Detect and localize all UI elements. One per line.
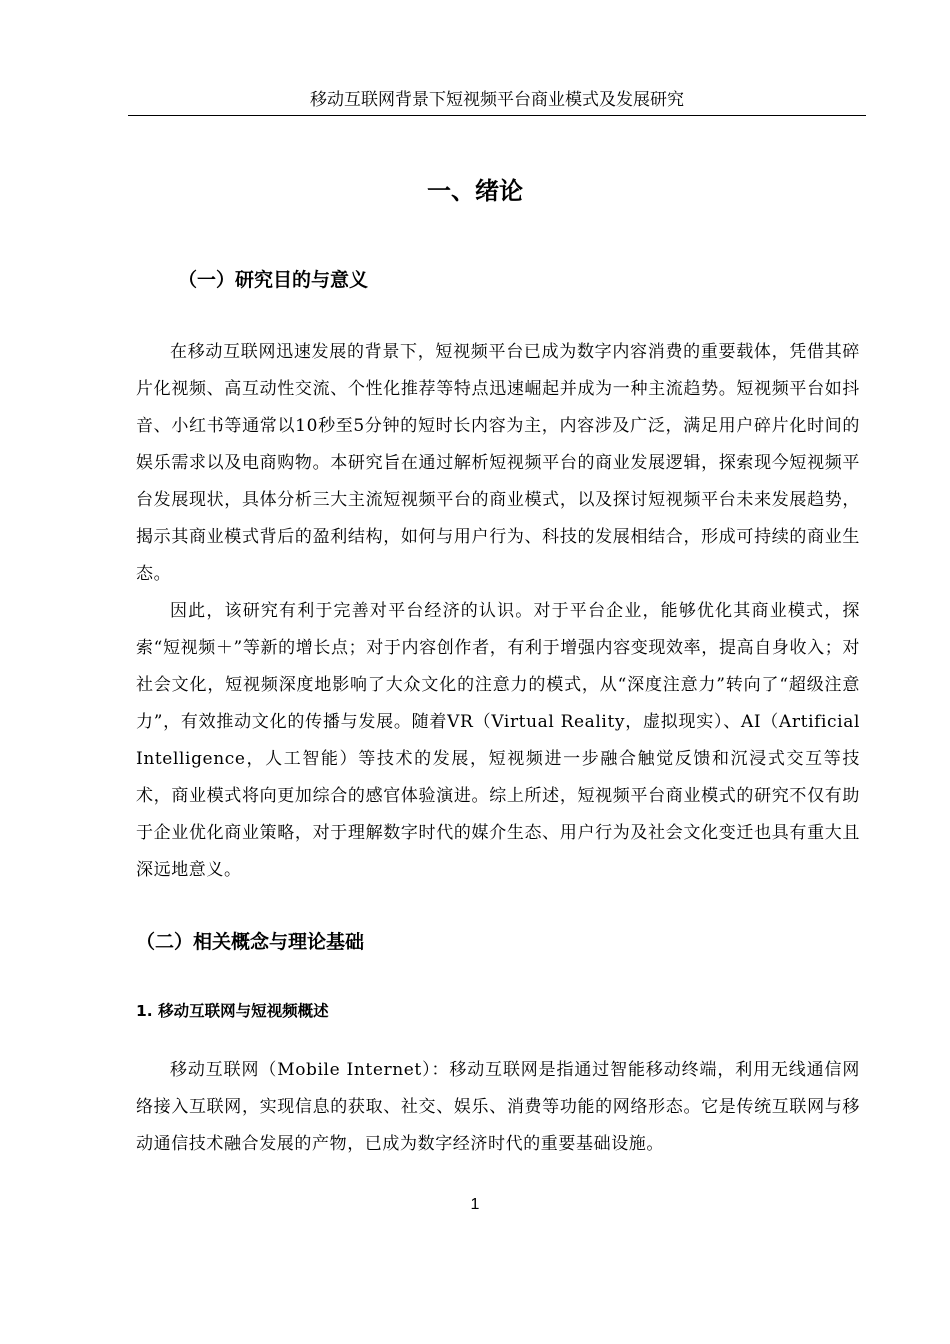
section-heading-purpose: （一）研究目的与意义 — [178, 269, 369, 291]
body-paragraph: 在移动互联网迅速发展的背景下，短视频平台已成为数字内容消费的重要载体，凭借其碎片化视频、高互动性交流、个性化推荐等特点迅速崛起并成为一种主流趋势。短视频平台如抖音、小红书等通常以10秒至5分钟的短时长内容为主，内容涉及广泛，满足用户碎片化时间的娱乐需求以及电商购物。本研究旨在通过解析短视频平台的商业发展逻辑，探索现今短视频平台发展现状，具体分析三大主流短视频平台的商业模式，以及探讨短视频平台未来发展趋势，揭示其商业模式背后的盈利结构，如何与用户行为、科技的发展相结合，形成可持续的商业生态。 — [136, 342, 860, 584]
body-paragraph: 因此，该研究有利于完善对平台经济的认识。对于平台企业，能够优化其商业模式，探索“短视频＋”等新的增长点；对于内容创作者，有利于增强内容变现效率，提高自身收入；对社会文化，短视频深度地影响了大众文化的注意力的模式，从“深度注意力”转向了“超级注意力”，有效推动文化的传播与发展。随着VR（Virtual Reality，虚拟现实）、AI（Artificial Intelligence，人工智能）等技术的发展，短视频进一步融合触觉反馈和沉浸式交互等技术，商业模式将向更加综合的感官体验演进。综上所述，短视频平台商业模式的研究不仅有助于企业优化商业策略，对于理解数字时代的媒介生态、用户行为及社会文化变迁也具有重大且深远地意义。 — [136, 601, 860, 880]
page-number: 1 — [470, 1196, 480, 1213]
chapter-title: 一、绪论 — [427, 177, 523, 205]
running-header: 移动互联网背景下短视频平台商业模式及发展研究 — [128, 88, 866, 116]
body-paragraph: 移动互联网（Mobile Internet）：移动互联网是指通过智能移动终端，利用无线通信网络接入互联网，实现信息的获取、社交、娱乐、消费等功能的网络形态。它是传统互联网与移动通信技术融合发展的产物，已成为数字经济时代的重要基础设施。 — [136, 1060, 860, 1154]
section-heading-concepts: （二）相关概念与理论基础 — [136, 931, 365, 953]
subsection-heading-mobile-internet: 1. 移动互联网与短视频概述 — [136, 1002, 329, 1020]
